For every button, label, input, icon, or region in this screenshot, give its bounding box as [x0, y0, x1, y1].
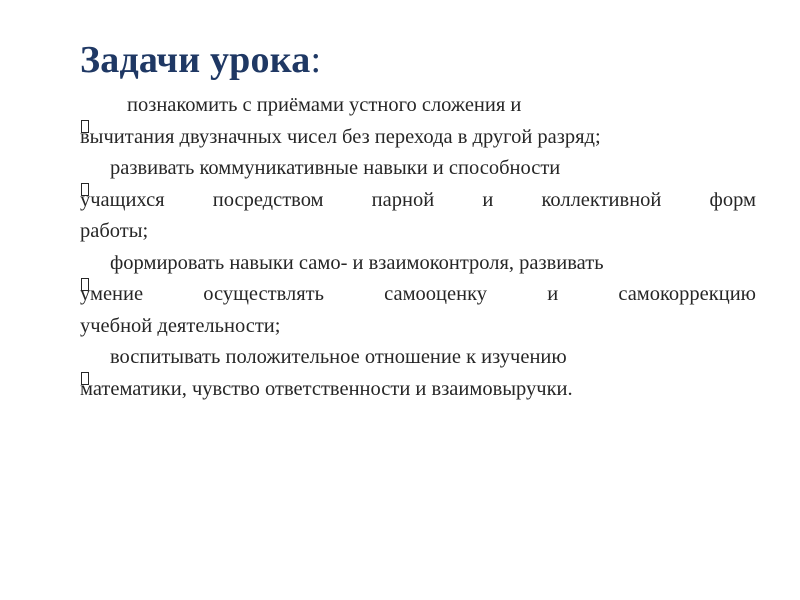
list-item-text: учебной деятельности;: [80, 314, 281, 337]
list-item-4-line-1: [80, 342, 756, 374]
list-item-text: познакомить с приёмами устного сложения и: [127, 94, 522, 116]
list-item-text: развивать коммуникативные навыки и способности: [110, 157, 561, 179]
list-item-1-line-1: [80, 90, 756, 122]
list-item-2-line-1: [80, 153, 756, 185]
list-item-text: воспитывать положительное отношение к изучению: [110, 346, 567, 368]
slide-title: [80, 38, 321, 82]
list-item-4-line-2: [80, 374, 756, 406]
list-item-text: вычитания двузначных чисел без перехода в другой разряд;: [80, 125, 601, 148]
list-item-2-line-3: [80, 216, 756, 248]
list-item-text: математики, чувство ответственности и взаимовыручки.: [80, 377, 573, 400]
list-item-text: работы;: [80, 220, 149, 242]
title-colon: :: [310, 39, 322, 81]
list-item-text: формировать навыки само- и взаимоконтроля, развивать: [110, 251, 604, 274]
list-item-3-line-1: [80, 248, 756, 280]
list-item-3-line-2: умение осуществлять самооценку и самокоррекцию: [80, 283, 756, 305]
title-text: Задачи урока: [80, 39, 311, 81]
list-item-2-line-2: учащихся посредством парной и коллективной форм: [80, 188, 756, 211]
task-list: [80, 90, 756, 405]
list-item-3-line-3: [80, 311, 756, 343]
list-item-1-line-2: [80, 122, 756, 154]
